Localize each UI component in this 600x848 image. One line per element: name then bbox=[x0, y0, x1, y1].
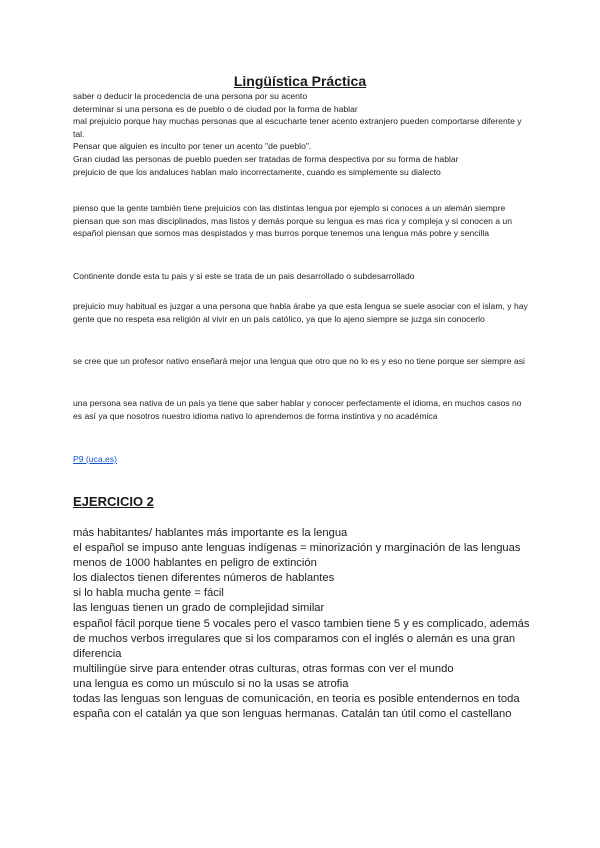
paragraph-native-teacher: se cree que un profesor nativo enseñará mejor una lengua que otro que no lo es y eso no tiene porque ser siempre asi bbox=[73, 356, 525, 366]
intro-line: saber o deducir la procedencia de una persona por su acento bbox=[73, 91, 308, 101]
intro-notes bbox=[73, 90, 533, 178]
exercise-line: si lo habla mucha gente = fácil bbox=[73, 587, 224, 600]
exercise-line: una lengua es como un músculo si no la usas se atrofia bbox=[73, 677, 349, 690]
paragraph-arabic: prejuicio muy habitual es juzgar a una persona que habla árabe ya que esta lengua se suele asociar con el islam, y hay gente que no respeta esa religión al vivir en un país católico, ya que lo ajeno siempre se juzga sin conocerlo bbox=[73, 301, 528, 324]
reference-link[interactable]: P9 (uca.es) bbox=[73, 454, 117, 464]
exercise-line: las lenguas tienen un grado de complejidad similar bbox=[73, 602, 325, 615]
intro-line: determinar si una persona es de pueblo o de ciudad por la forma de hablar bbox=[73, 103, 358, 114]
exercise-line: multilingüe sirve para entender otras culturas, otras formas con ver el mundo bbox=[73, 662, 454, 675]
intro-line: prejuicio de que los andaluces hablan malo incorrectamente, cuando es simplemente su dialecto bbox=[73, 166, 441, 177]
exercise-line: los dialectos tienen diferentes números de hablantes bbox=[73, 572, 335, 585]
exercise-notes bbox=[73, 526, 533, 722]
exercise-line: menos de 1000 hablantes en peligro de extinción bbox=[73, 557, 317, 570]
intro-line: Pensar que alguien es inculto por tener un acento "de pueblo". bbox=[73, 141, 312, 152]
intro-line: mal prejuicio porque hay muchas personas que al escucharte tener acento extranjero pueden comportarse diferente y tal. bbox=[73, 116, 522, 139]
exercise-line: más habitantes/ hablantes más importante es la lengua bbox=[73, 527, 348, 539]
exercise-heading: EJERCICIO 2 bbox=[73, 494, 154, 509]
exercise-line: el español se impuso ante lenguas indígenas = minorización y marginación de las lenguas bbox=[73, 542, 521, 555]
intro-line: Gran ciudad las personas de pueblo pueden ser tratadas de forma despectiva por su forma de hablar bbox=[73, 153, 459, 164]
paragraph-continent: Continente donde esta tu pais y si este se trata de un pais desarrollado o subdesarrollado bbox=[73, 271, 415, 281]
exercise-line: español fácil porque tiene 5 vocales pero el vasco tambien tiene 5 y es complicado, además de muchos verbos irregulares que si los comparamos con el inglés o alemán es una gran diferencia bbox=[73, 617, 530, 660]
paragraph-native-speaker: una persona sea nativa de un país ya tiene que saber hablar y conocer perfectamente el idioma, en muchos casos no es así ya que nosotros nuestro idioma nativo lo aprendemos de forma instintiva y no académica bbox=[73, 398, 522, 421]
exercise-line: todas las lenguas son lenguas de comunicación, en teoria es posible entendernos en toda españa con el catalán ya que son lenguas hermanas. Catalán tan útil como el castellano bbox=[73, 693, 520, 721]
paragraph-languages-prejudice: pienso que la gente también tiene prejuicios con las distintas lengua por ejemplo si conoces a un alemán siempre piensan que son mas disciplinados, mas listos y demás porque su lengua es mas rica y compleja y si conocen a un español piensan que somos mas despistados y mas burros porque tenemos una lengua más pobre y sencilla bbox=[73, 203, 512, 239]
page-title: Lingüística Práctica bbox=[233, 73, 367, 89]
